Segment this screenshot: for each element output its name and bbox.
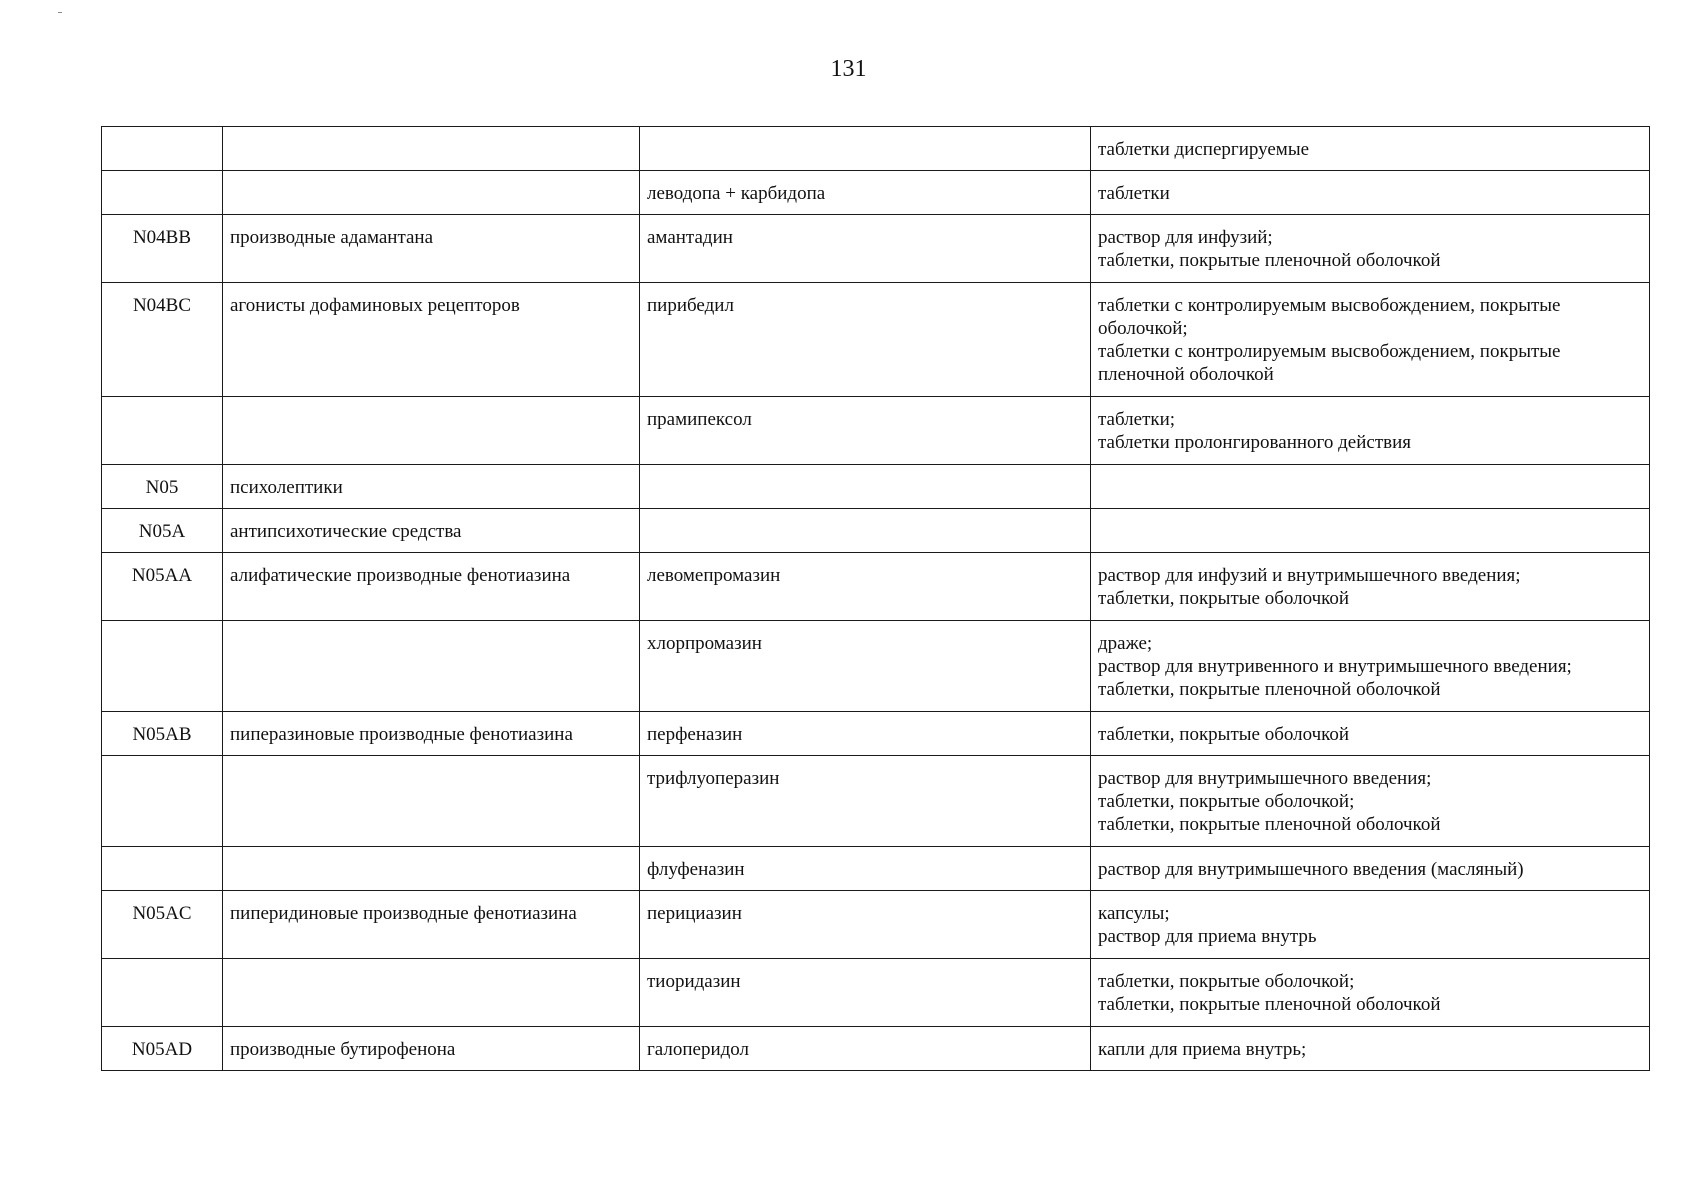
dosage-form-cell <box>1091 397 1650 465</box>
atc-code-cell <box>102 127 223 171</box>
atc-code-cell: N05AB <box>102 712 223 756</box>
drug-list-table <box>101 126 1650 1071</box>
group-name-cell: пиперидиновые производные фенотиазина <box>223 891 640 959</box>
drug-name-cell: трифлуоперазин <box>640 756 1091 847</box>
drug-name-cell: левомепромазин <box>640 553 1091 621</box>
dosage-form-line: таблетки <box>1098 183 1170 204</box>
atc-code-cell: N05AA <box>102 553 223 621</box>
group-name-cell: производные бутирофенона <box>223 1027 640 1071</box>
table-row <box>102 756 1650 847</box>
atc-code-cell: N05 <box>102 465 223 509</box>
atc-code-cell: N04BC <box>102 283 223 397</box>
atc-code-cell: N05A <box>102 509 223 553</box>
drug-name-cell: флуфеназин <box>640 847 1091 891</box>
atc-code-cell <box>102 621 223 712</box>
dosage-form-line: таблетки, покрытые оболочкой; <box>1098 791 1355 812</box>
atc-code-cell <box>102 756 223 847</box>
atc-code-cell <box>102 847 223 891</box>
atc-code-cell: N05AC <box>102 891 223 959</box>
drug-name-cell: тиоридазин <box>640 959 1091 1027</box>
dosage-form-line: таблетки с контролируемым высвобождением, покрытые <box>1098 341 1561 362</box>
drug-name-cell: амантадин <box>640 215 1091 283</box>
dosage-form-line: раствор для приема внутрь <box>1098 926 1317 947</box>
dosage-form-cell <box>1091 171 1650 215</box>
table-row <box>102 553 1650 621</box>
dosage-form-line: раствор для инфузий и внутримышечного введения; <box>1098 565 1521 586</box>
dosage-form-cell <box>1091 891 1650 959</box>
dosage-form-line: таблетки; <box>1098 409 1176 430</box>
atc-code-cell <box>102 397 223 465</box>
dosage-form-cell <box>1091 215 1650 283</box>
dosage-form-cell <box>1091 847 1650 891</box>
drug-name-cell: прамипексол <box>640 397 1091 465</box>
atc-code-cell: N04BB <box>102 215 223 283</box>
drug-name-cell: пирибедил <box>640 283 1091 397</box>
dosage-form-line: раствор для внутримышечного введения (масляный) <box>1098 859 1524 880</box>
dosage-form-cell <box>1091 553 1650 621</box>
group-name-cell <box>223 397 640 465</box>
drug-name-cell: галоперидол <box>640 1027 1091 1071</box>
dosage-form-line: таблетки, покрытые пленочной оболочкой <box>1098 679 1441 700</box>
dosage-form-line: таблетки с контролируемым высвобождением, покрытые <box>1098 295 1561 316</box>
dosage-form-line: раствор для внутривенного и внутримышечного введения; <box>1098 656 1572 677</box>
dosage-form-line: таблетки, покрытые пленочной оболочкой <box>1098 250 1441 271</box>
drug-name-cell: леводопа + карбидопа <box>640 171 1091 215</box>
drug-name-cell <box>640 509 1091 553</box>
table-row <box>102 712 1650 756</box>
group-name-cell: алифатические производные фенотиазина <box>223 553 640 621</box>
scan-artifact <box>58 12 62 13</box>
dosage-form-line: таблетки, покрытые пленочной оболочкой <box>1098 814 1441 835</box>
page-number: 131 <box>830 56 867 82</box>
group-name-cell <box>223 847 640 891</box>
dosage-form-cell <box>1091 756 1650 847</box>
drug-name-cell: перфеназин <box>640 712 1091 756</box>
group-name-cell: производные адамантана <box>223 215 640 283</box>
dosage-form-cell <box>1091 127 1650 171</box>
atc-code-cell <box>102 171 223 215</box>
dosage-form-cell <box>1091 1027 1650 1071</box>
group-name-cell <box>223 959 640 1027</box>
dosage-form-line: таблетки диспергируемые <box>1098 139 1310 160</box>
table-row <box>102 283 1650 397</box>
group-name-cell: пиперазиновые производные фенотиазина <box>223 712 640 756</box>
dosage-form-cell <box>1091 959 1650 1027</box>
dosage-form-cell <box>1091 283 1650 397</box>
table-row <box>102 215 1650 283</box>
dosage-form-cell <box>1091 509 1650 553</box>
drug-name-cell <box>640 127 1091 171</box>
table-row <box>102 127 1650 171</box>
group-name-cell: антипсихотические средства <box>223 509 640 553</box>
dosage-form-cell <box>1091 712 1650 756</box>
table-row <box>102 171 1650 215</box>
drug-name-cell: хлорпромазин <box>640 621 1091 712</box>
atc-code-cell: N05AD <box>102 1027 223 1071</box>
drug-name-cell: перициазин <box>640 891 1091 959</box>
atc-code-cell <box>102 959 223 1027</box>
dosage-form-line: таблетки, покрытые оболочкой <box>1098 724 1350 745</box>
table-row <box>102 847 1650 891</box>
group-name-cell: агонисты дофаминовых рецепторов <box>223 283 640 397</box>
dosage-form-line: раствор для внутримышечного введения; <box>1098 768 1432 789</box>
table-row <box>102 509 1650 553</box>
dosage-form-line: капсулы; <box>1098 903 1170 924</box>
dosage-form-line: капли для приема внутрь; <box>1098 1039 1307 1060</box>
group-name-cell <box>223 171 640 215</box>
dosage-form-line: оболочкой; <box>1098 318 1188 339</box>
dosage-form-line: таблетки, покрытые оболочкой <box>1098 588 1350 609</box>
table-row <box>102 1027 1650 1071</box>
group-name-cell <box>223 756 640 847</box>
dosage-form-cell <box>1091 465 1650 509</box>
dosage-form-line: таблетки, покрытые оболочкой; <box>1098 971 1355 992</box>
dosage-form-line: драже; <box>1098 633 1153 654</box>
dosage-form-line: таблетки пролонгированного действия <box>1098 432 1411 453</box>
table-row <box>102 959 1650 1027</box>
group-name-cell <box>223 127 640 171</box>
table-row <box>102 621 1650 712</box>
dosage-form-cell <box>1091 621 1650 712</box>
table-row <box>102 891 1650 959</box>
table-row <box>102 465 1650 509</box>
group-name-cell: психолептики <box>223 465 640 509</box>
dosage-form-line: таблетки, покрытые пленочной оболочкой <box>1098 994 1441 1015</box>
group-name-cell <box>223 621 640 712</box>
dosage-form-line: пленочной оболочкой <box>1098 364 1274 385</box>
drug-name-cell <box>640 465 1091 509</box>
dosage-form-line: раствор для инфузий; <box>1098 227 1273 248</box>
table-row <box>102 397 1650 465</box>
